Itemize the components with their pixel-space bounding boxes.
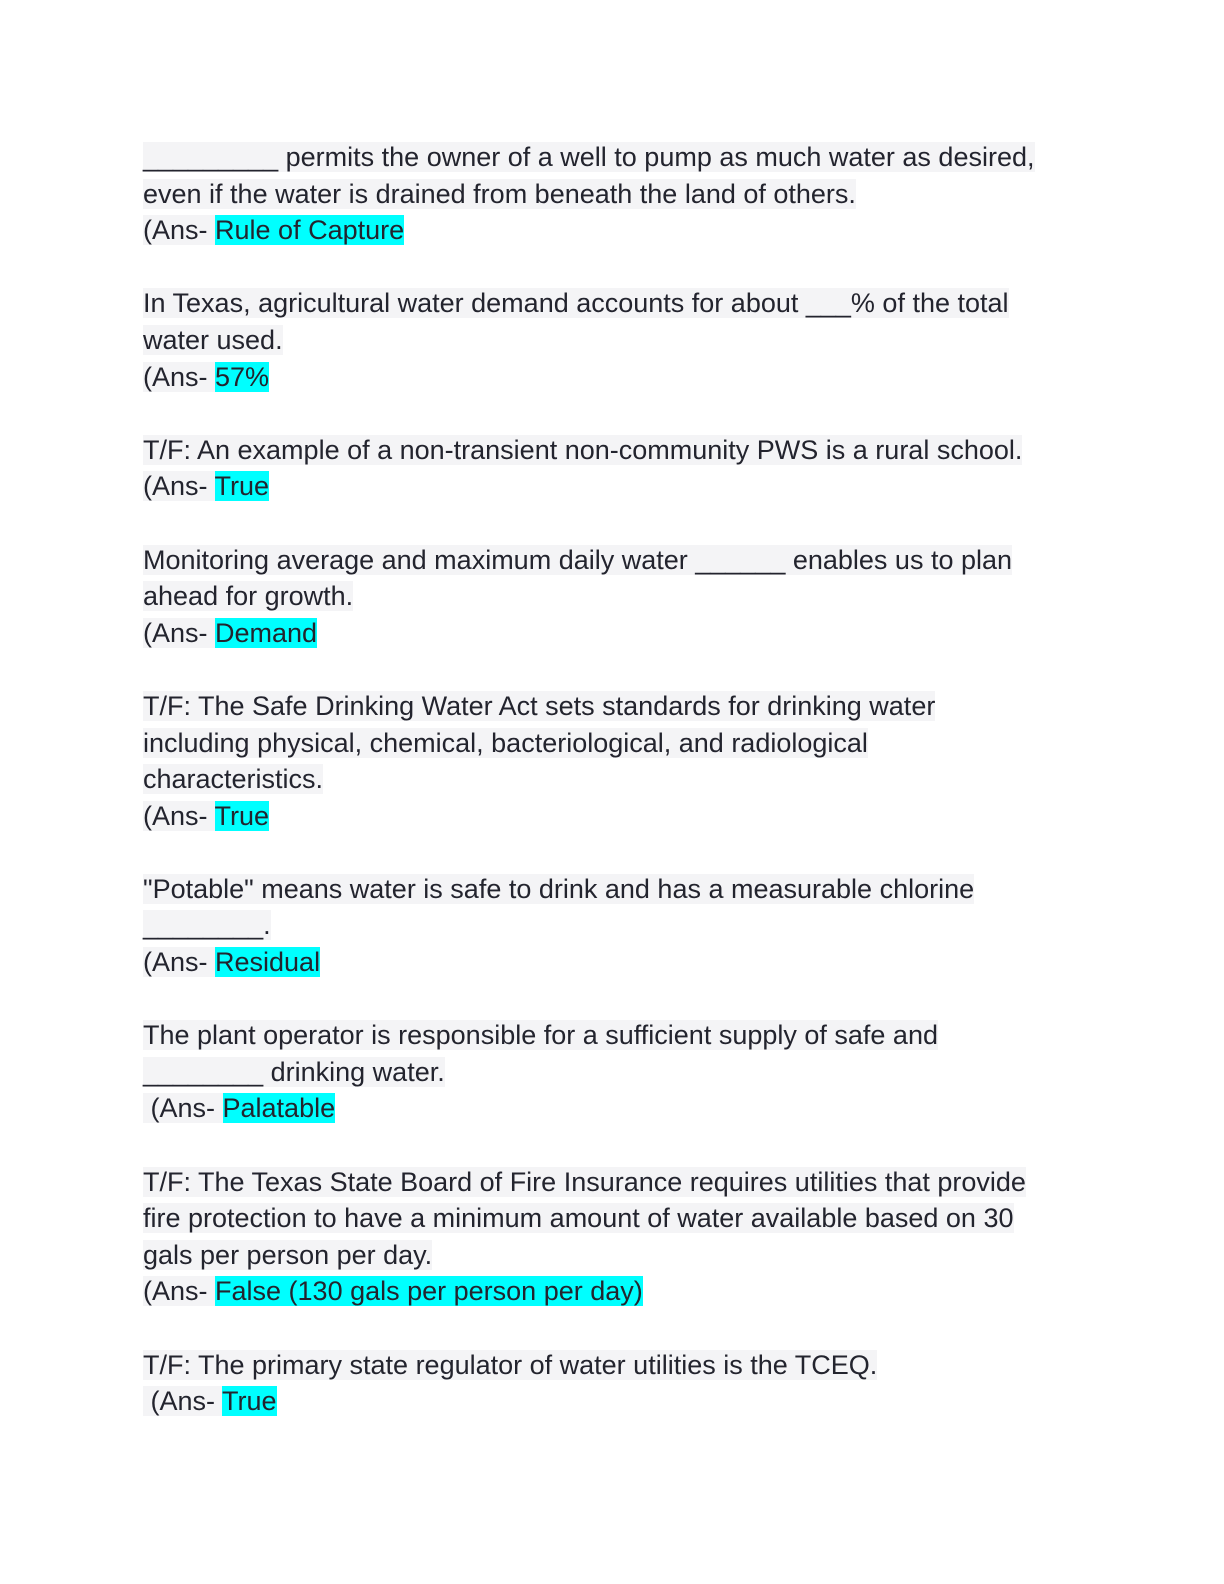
answer-prefix: (Ans- <box>143 800 215 831</box>
answer-line <box>143 359 1103 396</box>
question-line <box>143 1054 1103 1091</box>
question-line <box>143 578 1103 615</box>
answer-line <box>143 212 1103 249</box>
qa-item-6 <box>143 871 1103 981</box>
answer-highlight: True <box>214 471 270 502</box>
question-line <box>143 761 1103 798</box>
question-text: T/F: The Safe Drinking Water Act sets standards for drinking water <box>143 690 936 721</box>
answer-prefix: (Ans- <box>143 471 215 502</box>
question-text: _________ permits the owner of a well to pump as much water as desired, <box>143 142 1035 172</box>
answer-line <box>143 944 1103 981</box>
answer-highlight: 57% <box>215 361 270 392</box>
qa-item-8 <box>143 1164 1103 1310</box>
question-text: ahead for growth. <box>143 581 354 612</box>
answer-highlight: Residual <box>215 947 321 978</box>
question-text: gals per person per day. <box>143 1239 433 1270</box>
question-text: even if the water is drained from beneath the land of others. <box>143 178 856 209</box>
qa-item-5 <box>143 688 1103 834</box>
question-text: characteristics. <box>143 764 324 795</box>
answer-highlight: Demand <box>215 617 318 648</box>
answer-line <box>143 615 1103 652</box>
question-text: fire protection to have a minimum amount of water available based on 30 <box>143 1203 1014 1234</box>
answer-prefix: (Ans- <box>143 361 216 392</box>
answer-line <box>143 1383 1103 1420</box>
question-line <box>143 542 1103 579</box>
question-text: including physical, chemical, bacteriological, and radiological <box>143 727 868 758</box>
question-line <box>143 1017 1103 1054</box>
question-text: Monitoring average and maximum daily water ______ enables us to plan <box>143 544 1013 575</box>
document-page <box>143 139 1103 1456</box>
question-text: T/F: The Texas State Board of Fire Insurance requires utilities that provide <box>143 1166 1026 1197</box>
answer-highlight: True <box>222 1386 277 1417</box>
question-line <box>143 688 1103 725</box>
question-line <box>143 285 1103 322</box>
question-line <box>143 725 1103 762</box>
answer-highlight: Palatable <box>222 1093 336 1124</box>
question-text: ________. <box>143 910 271 941</box>
question-text: water used. <box>143 324 283 355</box>
answer-highlight: True <box>214 800 270 831</box>
question-line <box>143 432 1103 469</box>
question-text: The plant operator is responsible for a sufficient supply of safe and <box>143 1020 938 1051</box>
question-text: T/F: The primary state regulator of water utilities is the TCEQ. <box>143 1349 878 1380</box>
question-line <box>143 1164 1103 1201</box>
qa-item-3 <box>143 432 1103 505</box>
answer-prefix: (Ans- <box>143 1093 223 1124</box>
qa-item-1 <box>143 139 1103 249</box>
answer-prefix: (Ans- <box>143 947 216 978</box>
answer-highlight: Rule of Capture <box>215 215 405 246</box>
answer-line <box>143 468 1103 505</box>
answer-prefix: (Ans- <box>143 215 216 246</box>
question-line <box>143 176 1103 213</box>
answer-highlight: False (130 gals per person per day) <box>215 1276 643 1307</box>
qa-item-2 <box>143 285 1103 395</box>
qa-item-4 <box>143 542 1103 652</box>
question-text: "Potable" means water is safe to drink and has a measurable chlorine <box>143 873 975 904</box>
question-text: T/F: An example of a non-transient non-community PWS is a rural school. <box>143 434 1023 465</box>
question-text: In Texas, agricultural water demand accounts for about ___% of the total <box>143 288 1009 319</box>
answer-line <box>143 798 1103 835</box>
answer-prefix: (Ans- <box>143 617 216 648</box>
answer-prefix: (Ans- <box>143 1386 223 1417</box>
question-line <box>143 871 1103 908</box>
question-line <box>143 322 1103 359</box>
question-line <box>143 1200 1103 1237</box>
qa-item-9 <box>143 1347 1103 1420</box>
qa-item-7 <box>143 1017 1103 1127</box>
question-line <box>143 1237 1103 1274</box>
question-line <box>143 139 1103 176</box>
question-line <box>143 907 1103 944</box>
answer-line <box>143 1273 1103 1310</box>
question-text: ________ drinking water. <box>143 1056 445 1087</box>
question-line <box>143 1347 1103 1384</box>
answer-line <box>143 1090 1103 1127</box>
answer-prefix: (Ans- <box>143 1276 216 1307</box>
